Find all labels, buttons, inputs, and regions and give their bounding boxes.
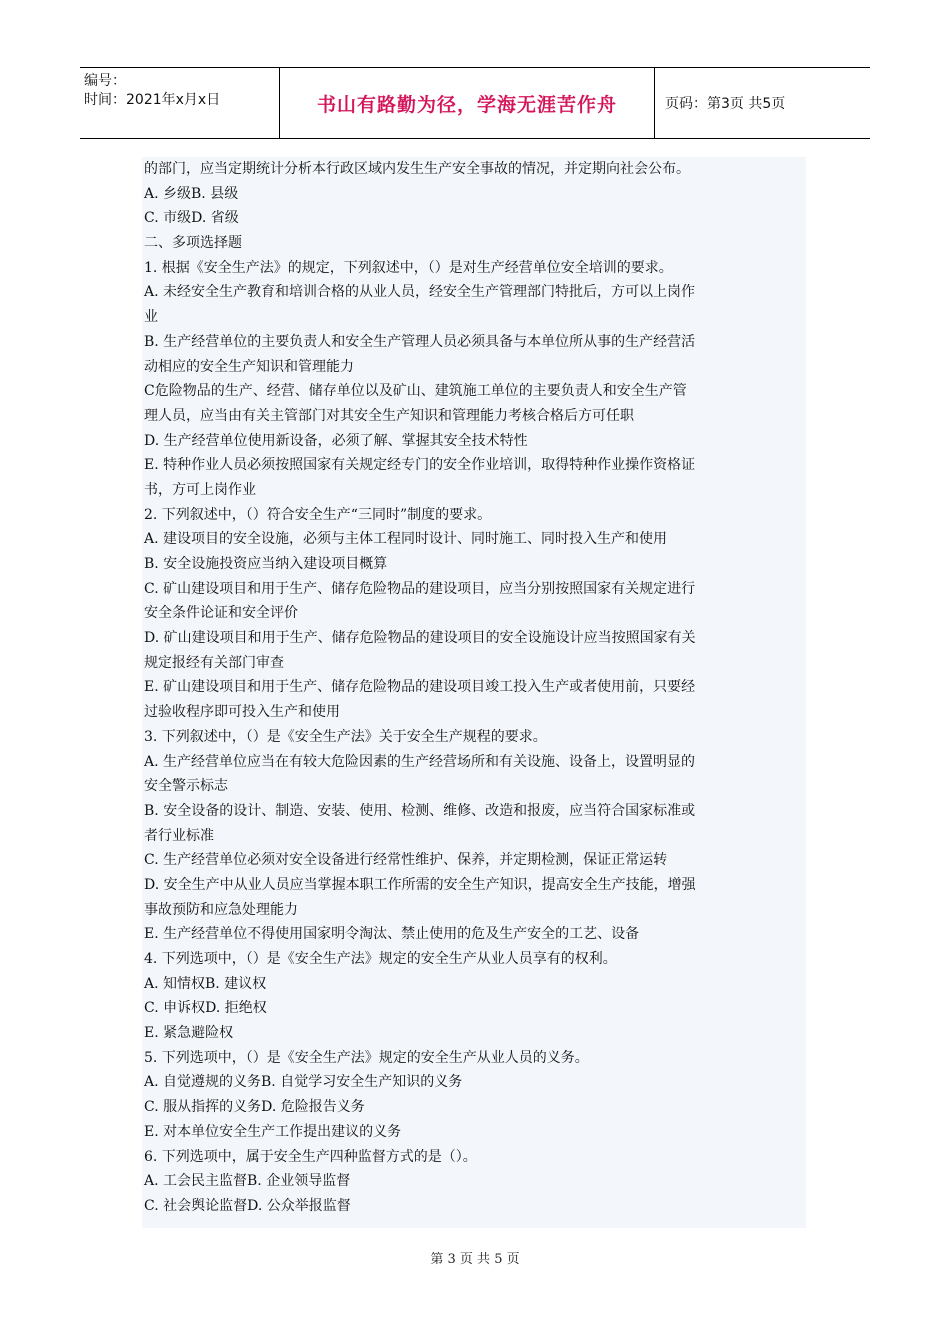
text-line: 理人员，应当由有关主管部门对其安全生产知识和管理能力考核合格后方可任职 [144, 407, 634, 424]
text-line: A. 自觉遵规的义务B. 自觉学习安全生产知识的义务 [144, 1074, 463, 1091]
text-line: A. 知情权B. 建议权 [144, 975, 267, 992]
text-line: 安全警示标志 [144, 778, 228, 795]
text-line: C. 市级D. 省级 [144, 210, 239, 227]
text-line: 规定报经有关部门审查 [144, 654, 284, 671]
text-line: 者行业标准 [144, 827, 214, 844]
text-line: C. 矿山建设项目和用于生产、储存危险物品的建设项目，应当分别按照国家有关规定进行 [144, 580, 696, 597]
text-line: A. 乡级B. 县级 [144, 185, 239, 202]
page-footer: 第 3 页 共 5 页 [430, 1252, 520, 1267]
text-line: 6. 下列选项中，属于安全生产四种监督方式的是（）。 [144, 1148, 477, 1165]
text-line: B. 生产经营单位的主要负责人和安全生产管理人员必须具备与本单位所从事的生产经营活 [144, 333, 696, 350]
text-line: E. 对本单位安全生产工作提出建议的义务 [144, 1123, 402, 1140]
document-number-label: 编号： [84, 73, 126, 89]
text-line: B. 安全设施投资应当纳入建设项目概算 [144, 556, 388, 572]
text-line: D. 安全生产中从业人员应当掌握本职工作所需的安全生产知识，提高安全生产技能，增强 [144, 876, 696, 893]
text-line: 5. 下列选项中，（）是《安全生产法》规定的安全生产从业人员的义务。 [144, 1049, 589, 1066]
document-body [142, 157, 806, 1228]
text-line: A. 建设项目的安全设施，必须与主体工程同时设计、同时施工、同时投入生产和使用 [144, 531, 668, 548]
text-line: E. 特种作业人员必须按照国家有关规定经专门的安全作业培训，取得特种作业操作资格证 [144, 457, 696, 474]
text-line: 业 [144, 309, 158, 326]
text-line: C. 服从指挥的义务D. 危险报告义务 [144, 1099, 365, 1116]
text-line: 事故预防和应急处理能力 [144, 901, 298, 918]
page-header [80, 67, 870, 139]
text-line: C危险物品的生产、经营、储存单位以及矿山、建筑施工单位的主要负责人和安全生产管 [144, 383, 687, 400]
header-motto: 书山有路勤为径，学海无涯苦作舟 [280, 68, 655, 138]
text-line: B. 安全设备的设计、制造、安装、使用、检测、维修、改造和报废，应当符合国家标准或 [144, 802, 696, 819]
text-line: A. 生产经营单位应当在有较大危险因素的生产经营场所和有关设施、设备上，设置明显的 [144, 753, 696, 770]
text-line: 过验收程序即可投入生产和使用 [144, 704, 340, 721]
text-line: 的部门，应当定期统计分析本行政区域内发生生产安全事故的情况，并定期向社会公布。 [144, 161, 690, 177]
text-line: 2. 下列叙述中，（）符合安全生产“三同时”制度的要求。 [144, 506, 492, 523]
text-line: 书，方可上岗作业 [144, 481, 256, 498]
text-line: 二、多项选择题 [144, 235, 242, 252]
document-time-label: 时间：2021年x月x日 [84, 92, 221, 108]
header-meta [80, 68, 280, 138]
text-line: C. 申诉权D. 拒绝权 [144, 1000, 267, 1017]
text-line: 4. 下列选项中，（）是《安全生产法》规定的安全生产从业人员享有的权利。 [144, 951, 617, 967]
text-line: E. 矿山建设项目和用于生产、储存危险物品的建设项目竣工投入生产或者使用前，只要经 [144, 679, 696, 696]
header-page-info: 页码：第3页 共5页 [665, 96, 786, 112]
text-line: D. 矿山建设项目和用于生产、储存危险物品的建设项目的安全设施设计应当按照国家有关 [144, 630, 696, 647]
text-line: E. 紧急避险权 [144, 1025, 234, 1042]
text-line: C. 生产经营单位必须对安全设备进行经常性维护、保养，并定期检测，保证正常运转 [144, 852, 668, 869]
text-line: C. 社会舆论监督D. 公众举报监督 [144, 1197, 351, 1214]
text-line: 安全条件论证和安全评价 [144, 605, 298, 622]
text-line: A. 工会民主监督B. 企业领导监督 [144, 1173, 351, 1190]
text-line: E. 生产经营单位不得使用国家明令淘汰、禁止使用的危及生产安全的工艺、设备 [144, 926, 640, 943]
text-line: A. 未经安全生产教育和培训合格的从业人员，经安全生产管理部门特批后，方可以上岗作 [144, 284, 696, 301]
text-line: 3. 下列叙述中，（）是《安全生产法》关于安全生产规程的要求。 [144, 728, 547, 745]
text-line: 1. 根据《安全生产法》的规定，下列叙述中，（）是对生产经营单位安全培训的要求。 [144, 259, 673, 276]
text-line: 动相应的安全生产知识和管理能力 [144, 358, 354, 375]
text-line: D. 生产经营单位使用新设备，必须了解、掌握其安全技术特性 [144, 432, 528, 449]
